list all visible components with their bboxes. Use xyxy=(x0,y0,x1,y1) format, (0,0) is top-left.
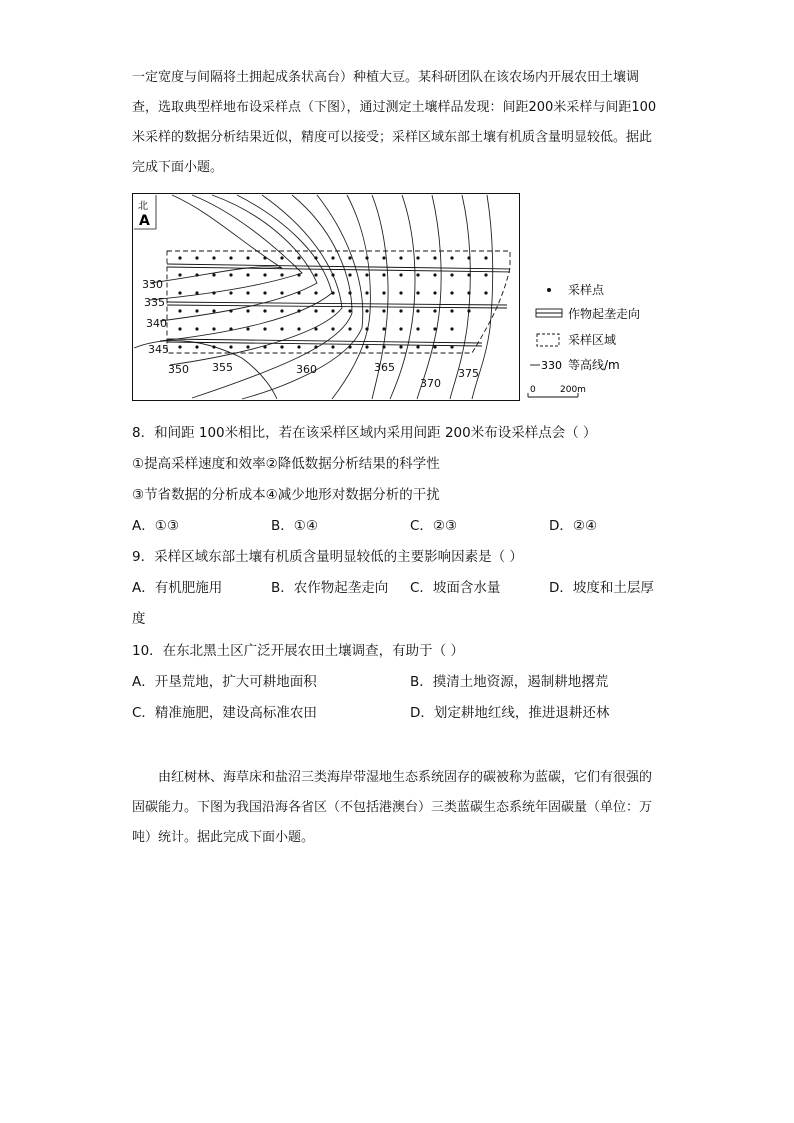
sample-point xyxy=(433,291,436,294)
sample-point xyxy=(331,309,334,312)
sample-point xyxy=(263,256,266,259)
q8-option-b[interactable]: B．①④ xyxy=(271,518,318,534)
sample-point xyxy=(246,273,249,276)
sample-point xyxy=(297,256,300,259)
sample-point xyxy=(382,345,385,348)
contour-label: 345 xyxy=(148,343,169,356)
q9-option-c[interactable]: C．坡面含水量 xyxy=(410,580,501,596)
sample-point xyxy=(195,327,198,330)
sample-point xyxy=(484,273,487,276)
sample-point xyxy=(416,309,419,312)
sample-point xyxy=(314,291,317,294)
contour-label: 360 xyxy=(296,363,317,376)
contour-label: 375 xyxy=(458,367,479,380)
contour-label: 355 xyxy=(212,361,233,374)
sample-point xyxy=(297,309,300,312)
sample-point xyxy=(195,273,198,276)
sample-point xyxy=(246,327,249,330)
sample-point xyxy=(348,256,351,259)
sample-point xyxy=(416,273,419,276)
sample-point xyxy=(348,309,351,312)
sample-point xyxy=(229,327,232,330)
sample-point xyxy=(416,327,419,330)
sample-point xyxy=(280,345,283,348)
q8-statement-2: ③节省数据的分析成本④减少地形对数据分析的干扰 xyxy=(132,487,440,503)
sample-point xyxy=(212,273,215,276)
sample-point xyxy=(348,273,351,276)
sample-point xyxy=(314,273,317,276)
sample-point xyxy=(212,327,215,330)
contour-label: 330 xyxy=(142,278,163,291)
intro-paragraph: 一定宽度与间隔将土拥起成条状高台）种植大豆。某科研团队在该农场内开展农田土壤调查，选取典型样地布设采样点（下图），通过测定土壤样品发现：间距200米采样与间距100米采样的数据分析结果近似，精度可以接受；采样区域东部土壤有机质含量明显较低。据此完成下面小题。 xyxy=(132,70,657,175)
sample-point xyxy=(178,273,181,276)
sample-point xyxy=(450,273,453,276)
sample-point xyxy=(280,309,283,312)
sample-point xyxy=(314,309,317,312)
sample-point xyxy=(433,309,436,312)
sample-point xyxy=(178,327,181,330)
q10-stem: 10．在东北黑土区广泛开展农田土壤调查，有助于（ ） xyxy=(132,643,464,659)
sample-point xyxy=(399,291,402,294)
scale-value: 200m xyxy=(560,385,586,395)
sample-point xyxy=(416,291,419,294)
sample-point xyxy=(297,327,300,330)
sample-point xyxy=(263,327,266,330)
sample-point xyxy=(229,291,232,294)
sample-point xyxy=(331,256,334,259)
sample-point xyxy=(467,273,470,276)
sample-point xyxy=(399,256,402,259)
legend-sample-area: 采样区域 xyxy=(568,333,617,347)
sample-point xyxy=(212,345,215,348)
q9-option-d[interactable]: D．坡度和土层厚 xyxy=(549,580,654,596)
q8-option-a[interactable]: A．①③ xyxy=(132,518,179,534)
sample-point xyxy=(229,273,232,276)
sample-point xyxy=(178,256,181,259)
sample-point xyxy=(467,256,470,259)
sample-point xyxy=(348,327,351,330)
q10-option-a[interactable]: A．开垦荒地，扩大可耕地面积 xyxy=(132,674,317,690)
contour-sampling-map xyxy=(132,193,662,409)
sample-point xyxy=(212,256,215,259)
sample-point xyxy=(484,291,487,294)
q10-option-d[interactable]: D．划定耕地红线，推进退耕还林 xyxy=(410,705,610,721)
scale-zero: 0 xyxy=(530,385,536,395)
sample-point xyxy=(314,345,317,348)
sample-point xyxy=(246,309,249,312)
sample-point xyxy=(365,309,368,312)
legend-sample-point: 采样点 xyxy=(568,283,605,297)
q9-option-a[interactable]: A．有机肥施用 xyxy=(132,580,223,596)
sample-point xyxy=(484,256,487,259)
sample-point xyxy=(246,256,249,259)
sample-point xyxy=(450,345,453,348)
sample-point xyxy=(331,327,334,330)
sample-point xyxy=(433,345,436,348)
sample-point xyxy=(314,256,317,259)
sample-point xyxy=(450,327,453,330)
sample-point xyxy=(178,291,181,294)
q10-option-c[interactable]: C．精准施肥，建设高标准农田 xyxy=(132,705,317,721)
sample-point xyxy=(365,345,368,348)
sample-point xyxy=(280,291,283,294)
q8-statement-1: ①提高采样速度和效率②降低数据分析结果的科学性 xyxy=(132,456,440,472)
sample-point xyxy=(450,309,453,312)
sample-point xyxy=(195,291,198,294)
legend-contour-value: 330 xyxy=(541,359,562,372)
sample-point xyxy=(331,273,334,276)
sample-point xyxy=(416,345,419,348)
sample-point xyxy=(382,327,385,330)
sample-point xyxy=(246,291,249,294)
contour-label: 335 xyxy=(144,296,165,309)
contour-label: 340 xyxy=(146,317,167,330)
legend-contour-text: 等高线/m xyxy=(568,358,620,372)
map-legend xyxy=(528,282,640,397)
sample-point xyxy=(178,309,181,312)
sample-point xyxy=(246,345,249,348)
q8-stem: 8．和间距 100米相比，若在该采样区域内采用间距 200米布设采样点会（ ） xyxy=(132,425,597,441)
sample-point xyxy=(212,291,215,294)
sample-point xyxy=(399,327,402,330)
sample-point xyxy=(263,309,266,312)
q9-option-b[interactable]: B．农作物起垄走向 xyxy=(271,580,389,596)
sample-point xyxy=(297,291,300,294)
sample-point xyxy=(467,291,470,294)
sample-point xyxy=(263,345,266,348)
sample-point xyxy=(399,273,402,276)
sample-point xyxy=(416,256,419,259)
contour-label: 370 xyxy=(420,377,441,390)
sample-point xyxy=(382,256,385,259)
sample-point xyxy=(263,273,266,276)
sample-point xyxy=(195,309,198,312)
q9-stem: 9．采样区域东部土壤有机质含量明显较低的主要影响因素是（ ） xyxy=(132,549,523,565)
q8-option-d[interactable]: D．②④ xyxy=(549,518,598,534)
sample-point xyxy=(297,273,300,276)
north-label: 北 xyxy=(138,201,148,212)
sample-point xyxy=(382,291,385,294)
sample-point xyxy=(331,345,334,348)
sample-point xyxy=(365,327,368,330)
sample-point xyxy=(280,273,283,276)
sample-point xyxy=(195,345,198,348)
north-arrow-icon: A xyxy=(139,213,150,229)
sample-point xyxy=(365,291,368,294)
sample-point xyxy=(263,291,266,294)
sample-point xyxy=(365,256,368,259)
sample-point xyxy=(348,345,351,348)
q9-option-d-continued: 度 xyxy=(132,611,146,627)
sample-point xyxy=(450,256,453,259)
sample-point xyxy=(212,309,215,312)
sample-point xyxy=(382,309,385,312)
sample-point xyxy=(280,256,283,259)
sample-point xyxy=(433,273,436,276)
sample-point xyxy=(314,327,317,330)
sample-point xyxy=(467,309,470,312)
sample-point xyxy=(280,327,283,330)
q10-option-b[interactable]: B．摸清土地资源，遏制耕地撂荒 xyxy=(410,674,609,690)
sample-point xyxy=(399,345,402,348)
sample-point xyxy=(229,345,232,348)
contour-label: 350 xyxy=(168,363,189,376)
q8-option-c[interactable]: C．②③ xyxy=(410,518,458,534)
contour-label: 365 xyxy=(374,361,395,374)
sample-point xyxy=(399,309,402,312)
sample-point xyxy=(229,309,232,312)
sample-point xyxy=(195,256,198,259)
sample-point xyxy=(365,273,368,276)
sample-point xyxy=(229,256,232,259)
sample-point xyxy=(450,291,453,294)
sample-point xyxy=(382,273,385,276)
sample-point xyxy=(331,291,334,294)
sample-point xyxy=(433,327,436,330)
sample-point xyxy=(348,291,351,294)
sample-point xyxy=(178,345,181,348)
sample-point xyxy=(433,256,436,259)
legend-ridge-direction: 作物起垄走向 xyxy=(568,307,641,321)
sample-point xyxy=(297,345,300,348)
passage-2: 由红树林、海草床和盐沼三类海岸带湿地生态系统固存的碳被称为蓝碳，它们有很强的固碳能力。下图为我国沿海各省区（不包括港澳台）三类蓝碳生态系统年固碳量（单位：万吨）统计。据此完成下面小题。 xyxy=(132,770,653,845)
